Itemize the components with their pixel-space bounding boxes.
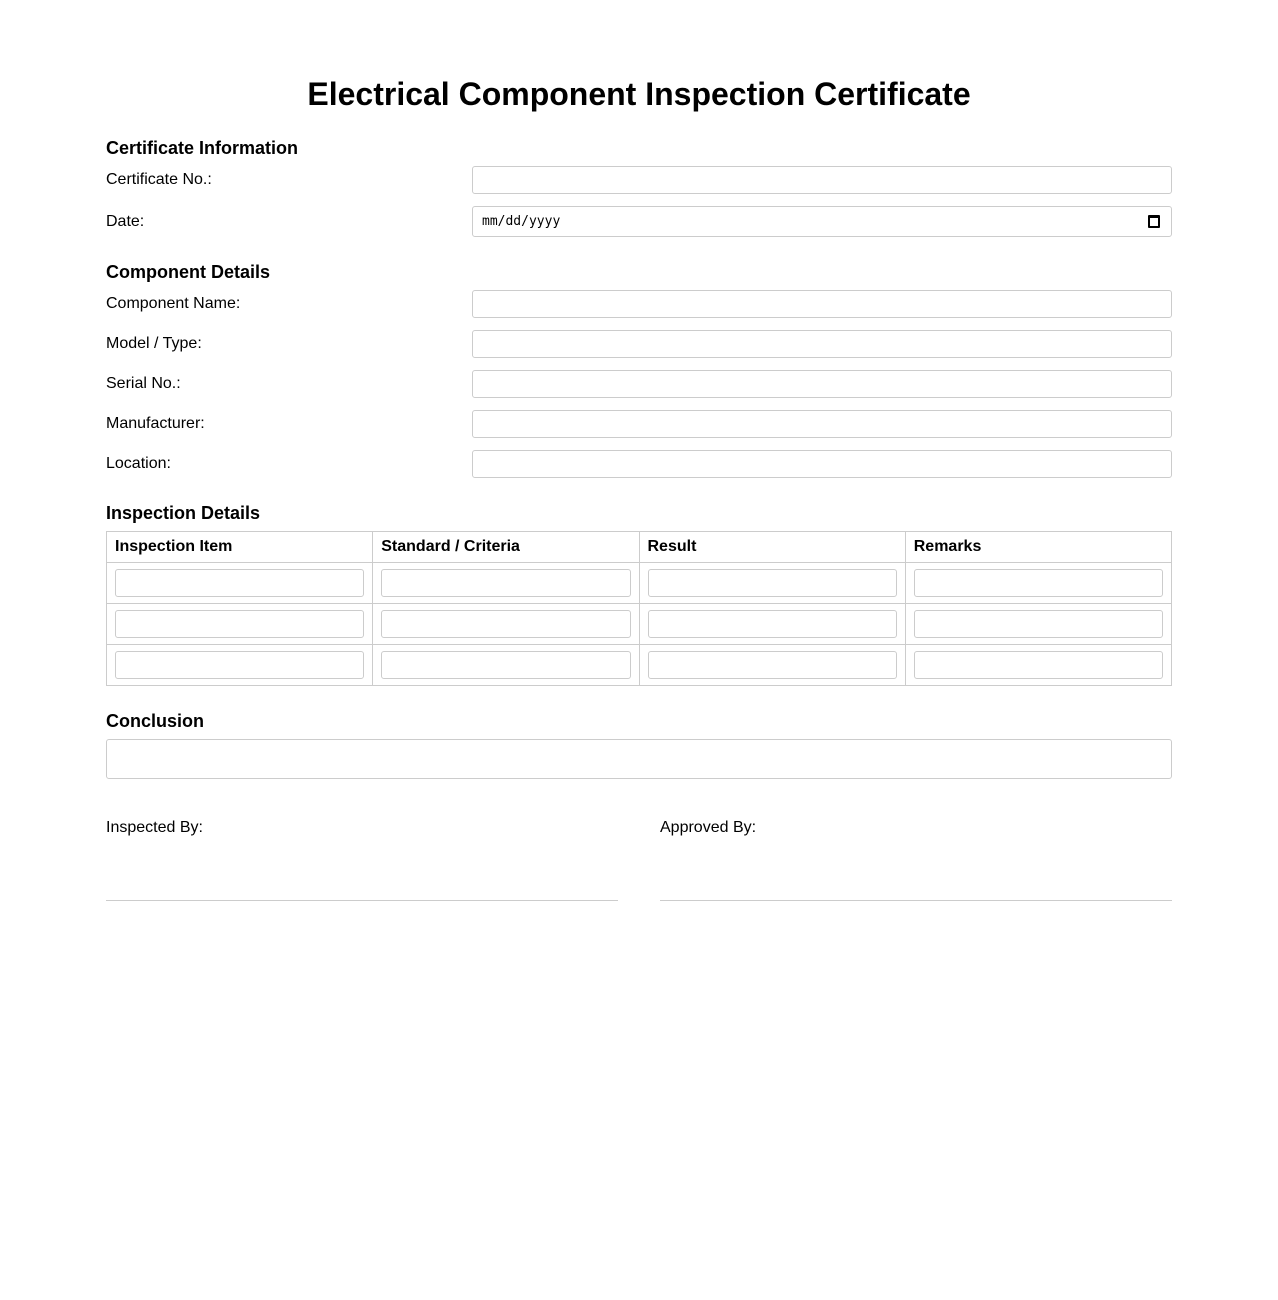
standard-criteria-input[interactable]: [381, 610, 630, 638]
date-input[interactable]: [472, 206, 1172, 237]
remarks-input[interactable]: [914, 610, 1163, 638]
inspected-by-signature: [106, 818, 618, 838]
result-input[interactable]: [648, 610, 897, 638]
table-cell: [107, 645, 373, 686]
certificate-no-row: [106, 166, 1172, 194]
table-row: [107, 604, 1172, 645]
inspected-by-signature-line[interactable]: [106, 900, 618, 901]
approved-by-signature: [660, 818, 1172, 838]
table-row: [107, 563, 1172, 604]
calendar-icon[interactable]: [1148, 215, 1160, 228]
approved-by-label: Approved By:: [660, 819, 757, 836]
table-cell: [107, 563, 373, 604]
inspection-item-input[interactable]: [115, 610, 364, 638]
section-heading-certificate-information: Certificate Information: [106, 138, 299, 158]
component-name-row: [106, 290, 1172, 318]
standard-criteria-input[interactable]: [381, 569, 630, 597]
standard-criteria-input[interactable]: [381, 651, 630, 679]
location-label: Location:: [106, 455, 171, 472]
remarks-input[interactable]: [914, 569, 1163, 597]
section-heading-component-details: Component Details: [106, 262, 271, 282]
model-type-input[interactable]: [472, 330, 1172, 358]
result-input[interactable]: [648, 651, 897, 679]
page-title: Electrical Component Inspection Certificate: [307, 76, 971, 112]
inspection-item-input[interactable]: [115, 569, 364, 597]
column-header-remarks: Remarks: [905, 532, 1171, 563]
date-label: Date:: [106, 213, 145, 230]
location-row: [106, 450, 1172, 478]
approved-by-signature-line[interactable]: [660, 900, 1172, 901]
table-cell: [639, 604, 905, 645]
model-type-row: [106, 330, 1172, 358]
table-cell: [905, 563, 1171, 604]
serial-no-input[interactable]: [472, 370, 1172, 398]
table-cell: [107, 604, 373, 645]
conclusion-textarea[interactable]: [106, 739, 1172, 779]
manufacturer-row: [106, 410, 1172, 438]
manufacturer-label: Manufacturer:: [106, 415, 205, 432]
manufacturer-input[interactable]: [472, 410, 1172, 438]
serial-no-label: Serial No.:: [106, 375, 181, 392]
column-header-result: Result: [639, 532, 905, 563]
table-cell: [373, 604, 639, 645]
inspection-item-input[interactable]: [115, 651, 364, 679]
model-type-label: Model / Type:: [106, 335, 202, 352]
table-header-row: [107, 532, 1172, 563]
location-input[interactable]: [472, 450, 1172, 478]
section-heading-inspection-details: Inspection Details: [106, 503, 261, 523]
table-cell: [373, 563, 639, 604]
table-cell: [639, 645, 905, 686]
table-cell: [639, 563, 905, 604]
column-header-inspection-item: Inspection Item: [107, 532, 373, 563]
column-header-standard-criteria: Standard / Criteria: [373, 532, 639, 563]
certificate-no-label: Certificate No.:: [106, 171, 212, 188]
result-input[interactable]: [648, 569, 897, 597]
certificate-no-input[interactable]: [472, 166, 1172, 194]
table-row: [107, 645, 1172, 686]
inspected-by-label: Inspected By:: [106, 819, 203, 836]
remarks-input[interactable]: [914, 651, 1163, 679]
table-cell: [905, 604, 1171, 645]
section-heading-conclusion: Conclusion: [106, 711, 204, 731]
table-cell: [373, 645, 639, 686]
date-row: [106, 206, 1172, 237]
date-placeholder: mm/dd/yyyy: [482, 214, 561, 229]
component-name-input[interactable]: [472, 290, 1172, 318]
inspection-table: [106, 531, 1172, 686]
component-name-label: Component Name:: [106, 295, 241, 312]
table-cell: [905, 645, 1171, 686]
serial-no-row: [106, 370, 1172, 398]
